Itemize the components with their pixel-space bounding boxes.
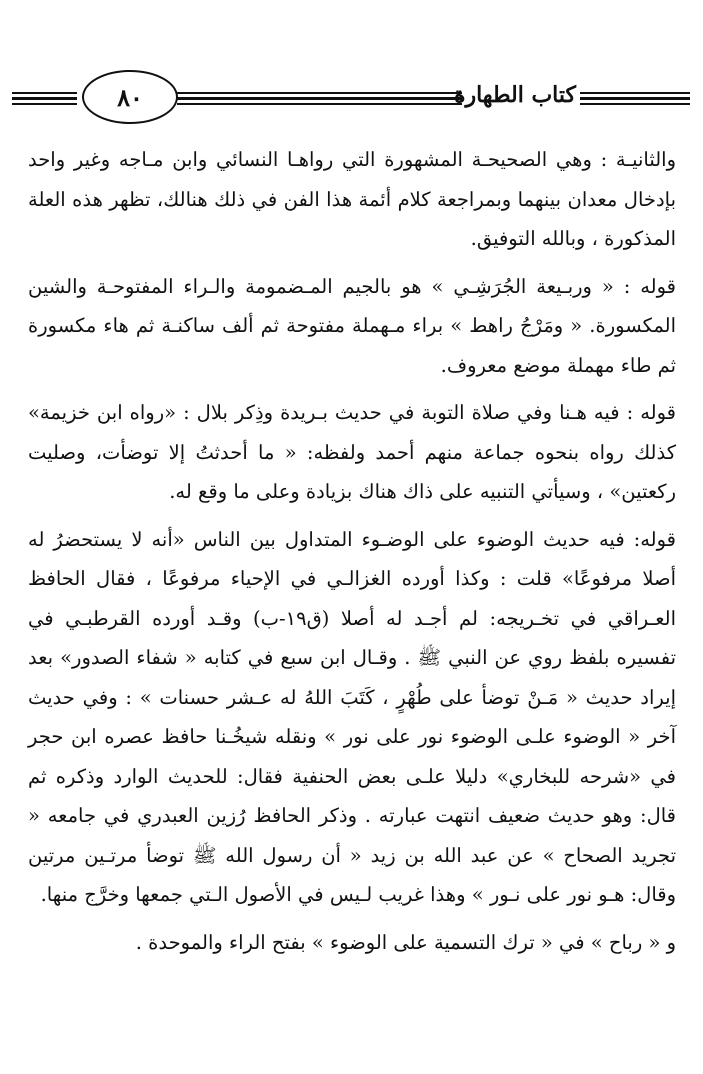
page-header	[12, 70, 690, 130]
body-text	[28, 140, 676, 970]
header-rule-left	[12, 92, 77, 106]
paragraph: و « رباح » في « ترك التسمية على الوضوء » بفتح الراء والموحدة .	[135, 930, 676, 954]
page-number: ٨٠	[82, 70, 178, 124]
paragraph: والثانيـة : وهي الصحيحـة المشهورة التي رواهـا النسائي وابن مـاجه وغير واحد بإدخال معدان بينهما وبمراجعة كلام أئمة هذا الفن في ذلك هنالك، تظهر هذه العلة المذكورة ، وبالله التوفيق.	[28, 148, 676, 250]
book-title: كتاب الطهارة	[453, 82, 576, 108]
paragraph: قوله : « وربـيعة الجُرَشِـي » هو بالجيم المـضمومة والـراء المفتوحـة والشين المكسورة. « ومَرْجُ راهط » براء مـهملة مفتوحة ثم ألف ساكنـة ثم هاء مكسورة ثم طاء مهملة موضع معروف.	[28, 274, 676, 377]
header-rule-middle	[177, 92, 462, 106]
paragraph: قوله: فيه حديث الوضوء على الوضـوء المتداول بين الناس «أنه لا يستحضرُ له أصلا مرفوعًا» قلت : وكذا أورده الغزالـي في الإحياء مرفوعًا ، فقال الحافظ العـراقي في تخـريجه: لم أجـد له أصلا (ق١٩-ب) وقـد أورده القرطبـي في تفسيره بلفظ روي عن النبي ﷺ . وقـال ابن سبع في كتابه « شفاء الصدور» بعد إيراد حديث « مَـنْ توضأ على طُهْرٍ ، كَتَبَ اللهُ له عـشر حسنات » : وفي حديث آخر « الوضوء علـى الوضوء نور على نور » ونقله شيخُـنا حافظ عصره ابن حجر في «شرحه للبخاري» دليلا علـى بعض الحنفية فقال: للحديث الوارد وذكره ثم قال: وهو حديث ضعيف انتهت عبارته . وذكر الحافظ رُزين العبدري في جامعه « تجريد الصحاح » عن عبد الله بن زيد « أن رسول الله ﷺ توضأ مرتـين مرتين وقال: هـو نور على نـور » وهذا غريب لـيس في الأصول الـتي جمعها وخرَّج منها.	[28, 527, 676, 906]
paragraph: قوله : فيه هـنا وفي صلاة التوبة في حديث بـريدة وذِكر بلال : «رواه ابن خزيمة» كذلك رواه بنحوه جماعة منهم أحمد ولفظه: « ما أحدثتُ إلا توضأت، وصليت ركعتين» ، وسيأتي التنبيه على ذاك هناك بزيادة وعلى ما وقع له.	[28, 401, 676, 503]
header-rule-right	[580, 92, 690, 106]
